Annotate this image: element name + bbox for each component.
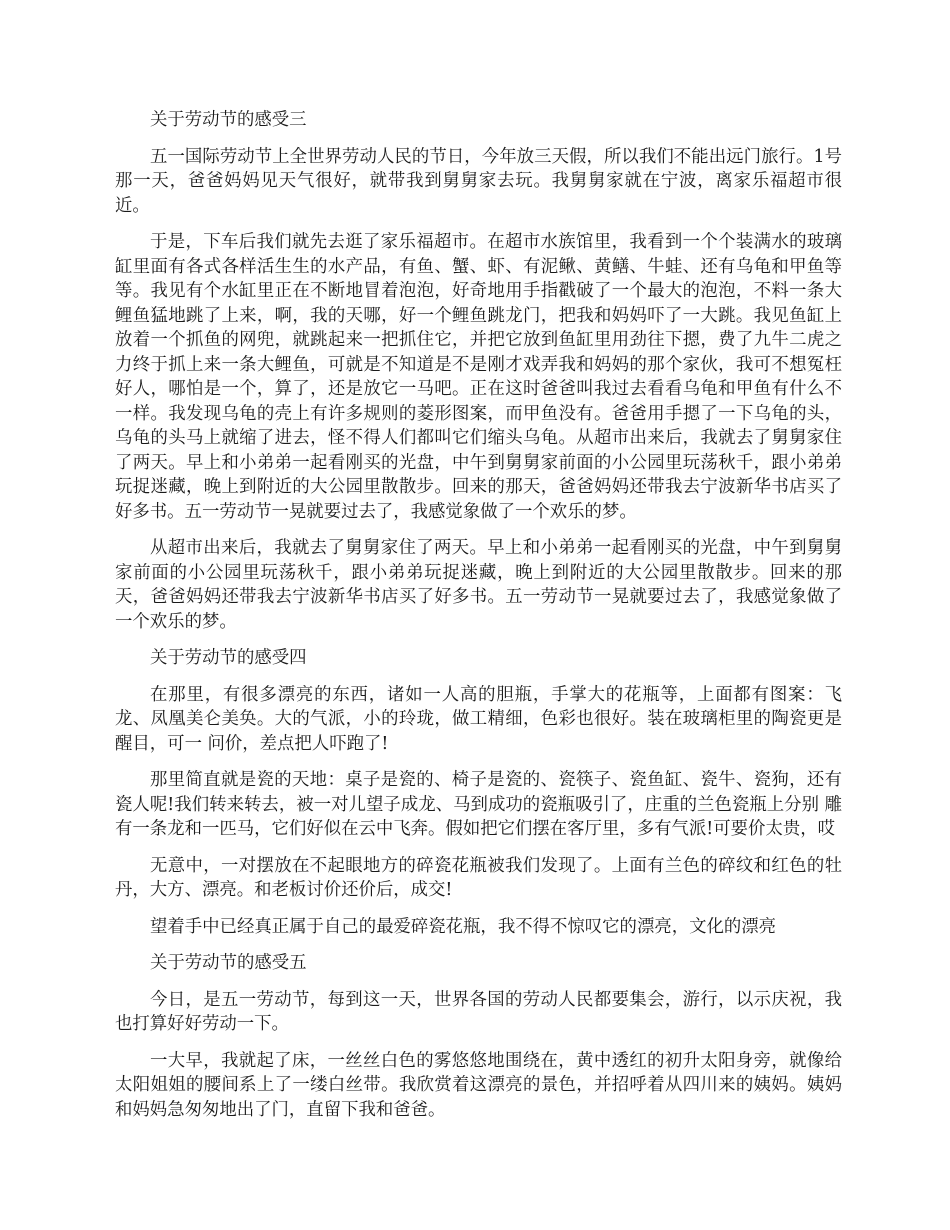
paragraph: 今日，是五一劳动节，每到这一天，世界各国的劳动人民都要集会，游行，以示庆祝，我也打算好好劳动一下。 [115,989,842,1034]
document-body [115,108,842,1134]
paragraph: 从超市出来后，我就去了舅舅家住了两天。早上和小弟弟一起看刚买的光盘，中午到舅舅家前面的小公园里玩荡秋千，跟小弟弟玩捉迷藏，晚上到附近的大公园里散散步。回来的那天，爸爸妈妈还带我去宁波新华书店买了好多书。五一劳动节一晃就要过去了，我感觉象做了一个欢乐的梦。 [115,538,842,632]
paragraph: 望着手中已经真正属于自己的最爱碎瓷花瓶，我不得不惊叹它的漂亮，文化的漂亮 [150,916,777,937]
paragraph: 在那里，有很多漂亮的东西，诸如一人高的胆瓶，手掌大的花瓶等，上面都有图案：飞龙、凤凰美仑美奂。大的气派，小的玲珑，做工精细，色彩也很好。装在玻璃柜里的陶瓷更是醒目，可一 问价，差点把人吓跑了! [115,684,842,754]
section-heading-5: 关于劳动节的感受五 [150,953,307,973]
paragraph: 于是，下车后我们就先去逛了家乐福超市。在超市水族馆里，我看到一个个装满水的玻璃缸里面有各式各样活生生的水产品，有鱼、蟹、虾、有泥鳅、黄鳝、牛蛙、还有乌龟和甲鱼等等。我见有个水缸里正在不断地冒着泡泡，好奇地用手指戳破了一个最大的泡泡，不料一条大鲤鱼猛地跳了上来，啊，我的天哪，好一个鲤鱼跳龙门，把我和妈妈吓了一大跳。我见鱼缸上放着一个抓鱼的网兜，就跳起来一把抓住它，并把它放到鱼缸里用劲往下摁，费了九牛二虎之力终于抓上来一条大鲤鱼，可就是不知道是不是刚才戏弄我和妈妈的那个家伙，我可不想冤枉好人，哪怕是一个，算了，还是放它一马吧。正在这时爸爸叫我过去看看乌龟和甲鱼有什么不一样。我发现乌龟的壳上有许多规则的菱形图案，而甲鱼没有。爸爸用手摁了一下乌龟的头，乌龟的头马上就缩了进去，怪不得人们都叫它们缩头乌龟。从超市出来后，我就去了舅舅家住了两天。早上和小弟弟一起看刚买的光盘，中午到舅舅家前面的小公园里玩荡秋千，跟小弟弟玩捉迷藏，晚上到附近的大公园里散散步。回来的那天，爸爸妈妈还带我去宁波新华书店买了好多书。五一劳动节一晃就要过去了，我感觉象做了一个欢乐的梦。 [115,232,842,522]
section-heading-4: 关于劳动节的感受四 [150,648,307,668]
paragraph: 那里简直就是瓷的天地：桌子是瓷的、椅子是瓷的、瓷筷子、瓷鱼缸、瓷牛、瓷狗，还有瓷人呢!我们转来转去，被一对儿望子成龙、马到成功的瓷瓶吸引了，庄重的兰色瓷瓶上分别 雕有一条龙和一匹马，它们好似在云中飞奔。假如把它们摆在客厅里，多有气派!可要价太贵，哎 [115,770,842,839]
paragraph: 一大早，我就起了床，一丝丝白色的雾悠悠地围绕在，黄中透红的初升太阳身旁，就像给太阳姐姐的腰间系上了一缕白丝带。我欣赏着这漂亮的景色，并招呼着从四川来的姨妈。姨妈和妈妈急匆匆地出了门，直留下我和爸爸。 [115,1050,842,1120]
section-heading-3: 关于劳动节的感受三 [150,110,307,130]
paragraph: 无意中，一对摆放在不起眼地方的碎瓷花瓶被我们发现了。上面有兰色的碎纹和红色的牡丹，大方、漂亮。和老板讨价还价后，成交! [115,855,842,900]
paragraph: 五一国际劳动节上全世界劳动人民的节日，今年放三天假，所以我们不能出远门旅行。1号那一天，爸爸妈妈见天气很好，就带我到舅舅家去玩。我舅舅家就在宁波，离家乐福超市很近。 [115,146,842,216]
